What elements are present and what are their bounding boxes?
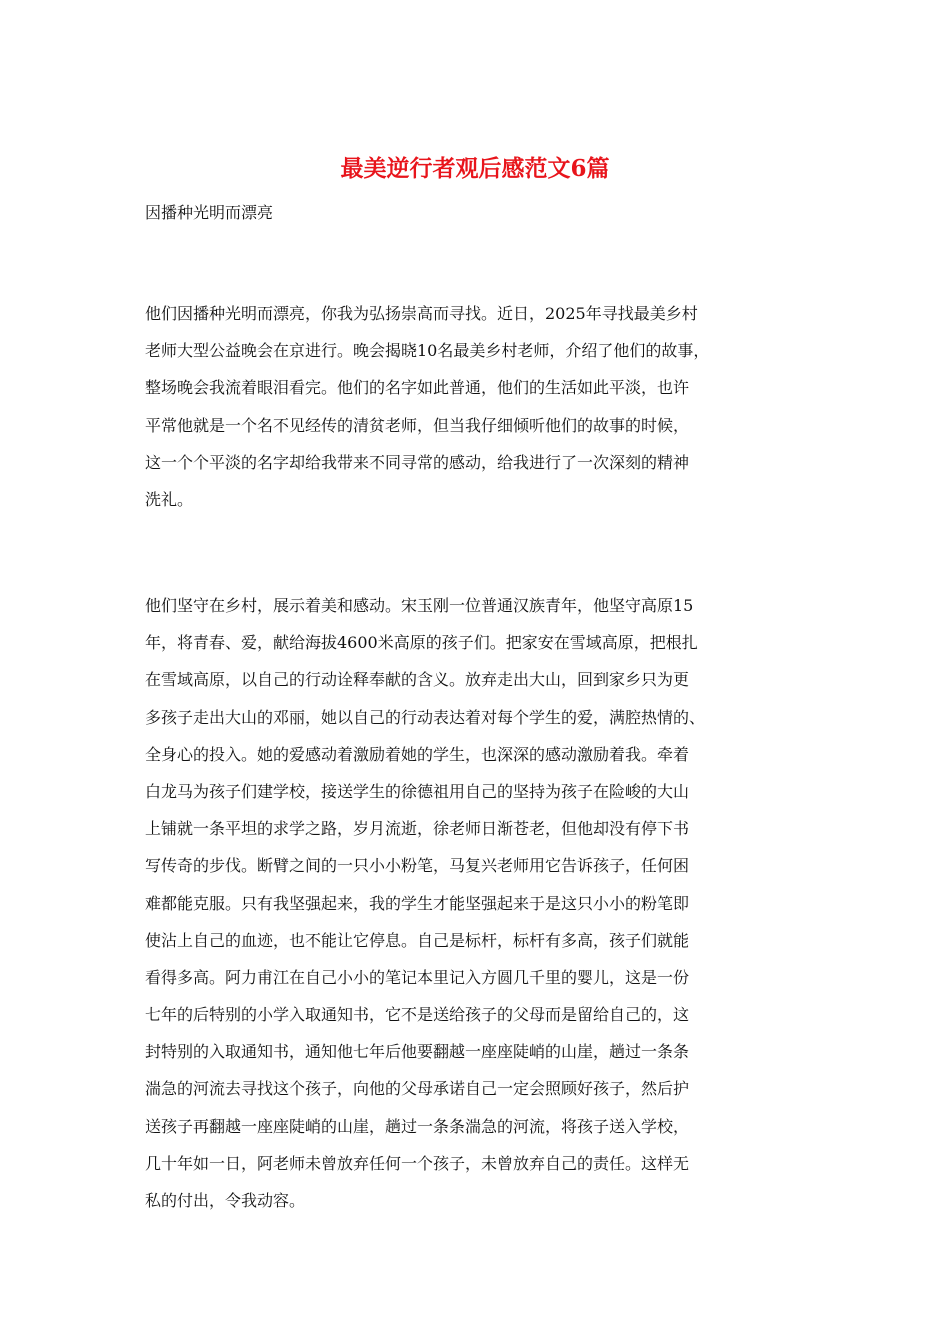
paragraph-line: 七年的后特别的小学入取通知书，它不是送给孩子的父母而是留给自己的，这: [145, 1005, 690, 1025]
document-subtitle: 因播种光明而漂亮: [145, 203, 274, 222]
paragraph-line: 白龙马为孩子们建学校，接送学生的徐德祖用自己的坚持为孩子在险峻的大山: [145, 781, 690, 801]
paragraph-line: 老师大型公益晚会在京进行。晚会揭晓10名最美乡村老师，介绍了他们的故事，: [145, 341, 710, 361]
paragraph-line: 使沾上自己的血迹，也不能让它停息。自己是标杆，标杆有多高，孩子们就能: [145, 930, 690, 950]
paragraph-line: 年，将青春、爱，献给海拔4600米高原的孩子们。把家安在雪域高原，把根扎: [145, 633, 698, 653]
paragraph-line: 封特别的入取通知书，通知他七年后他要翻越一座座陡峭的山崖，趟过一条条: [145, 1042, 690, 1062]
paragraph-line: 看得多高。阿力甫江在自己小小的笔记本里记入方圆几千里的婴儿，这是一份: [145, 967, 690, 987]
paragraph-line: 难都能克服。只有我坚强起来，我的学生才能坚强起来于是这只小小的粉笔即: [145, 893, 690, 913]
paragraph-line: 多孩子走出大山的邓丽，她以自己的行动表达着对每个学生的爱，满腔热情的、: [145, 707, 706, 727]
paragraph-line: 几十年如一日，阿老师未曾放弃任何一个孩子，未曾放弃自己的责任。这样无: [145, 1153, 690, 1173]
paragraph-line: 在雪域高原，以自己的行动诠释奉献的含义。放弃走出大山，回到家乡只为更: [145, 670, 690, 690]
paragraph-1: [145, 295, 810, 518]
paragraph-line: 私的付出，令我动容。: [145, 1191, 306, 1210]
paragraph-line: 写传奇的步伐。断臂之间的一只小小粉笔，马复兴老师用它告诉孩子，任何困: [145, 856, 690, 876]
paragraph-line: 洗礼。: [145, 489, 194, 509]
paragraph-line: 湍急的河流去寻找这个孩子，向他的父母承诺自己一定会照顾好孩子，然后护: [145, 1079, 690, 1099]
paragraph-line: 他们因播种光明而漂亮，你我为弘扬崇高而寻找。近日，2025年寻找最美乡村: [145, 304, 698, 323]
paragraph-line: 这一个个平淡的名字却给我带来不同寻常的感动，给我进行了一次深刻的精神: [145, 452, 690, 472]
paragraph-line: 全身心的投入。她的爱感动着激励着她的学生，也深深的感动激励着我。牵着: [145, 744, 690, 764]
paragraph-line: 上铺就一条平坦的求学之路，岁月流逝，徐老师日渐苍老，但他却没有停下书: [145, 819, 690, 839]
document-title: 最美逆行者观后感范文6篇: [340, 155, 610, 182]
paragraph-line: 送孩子再翻越一座座陡峭的山崖，趟过一条条湍急的河流，将孩子送入学校，: [145, 1116, 690, 1136]
paragraph-line: 他们坚守在乡村，展示着美和感动。宋玉刚一位普通汉族青年，他坚守高原15: [145, 596, 694, 615]
paragraph-2: [145, 587, 810, 1219]
paragraph-line: 平常他就是一个名不见经传的清贫老师，但当我仔细倾听他们的故事的时候，: [145, 415, 690, 435]
paragraph-line: 整场晚会我流着眼泪看完。他们的名字如此普通，他们的生活如此平淡，也许: [145, 378, 690, 398]
